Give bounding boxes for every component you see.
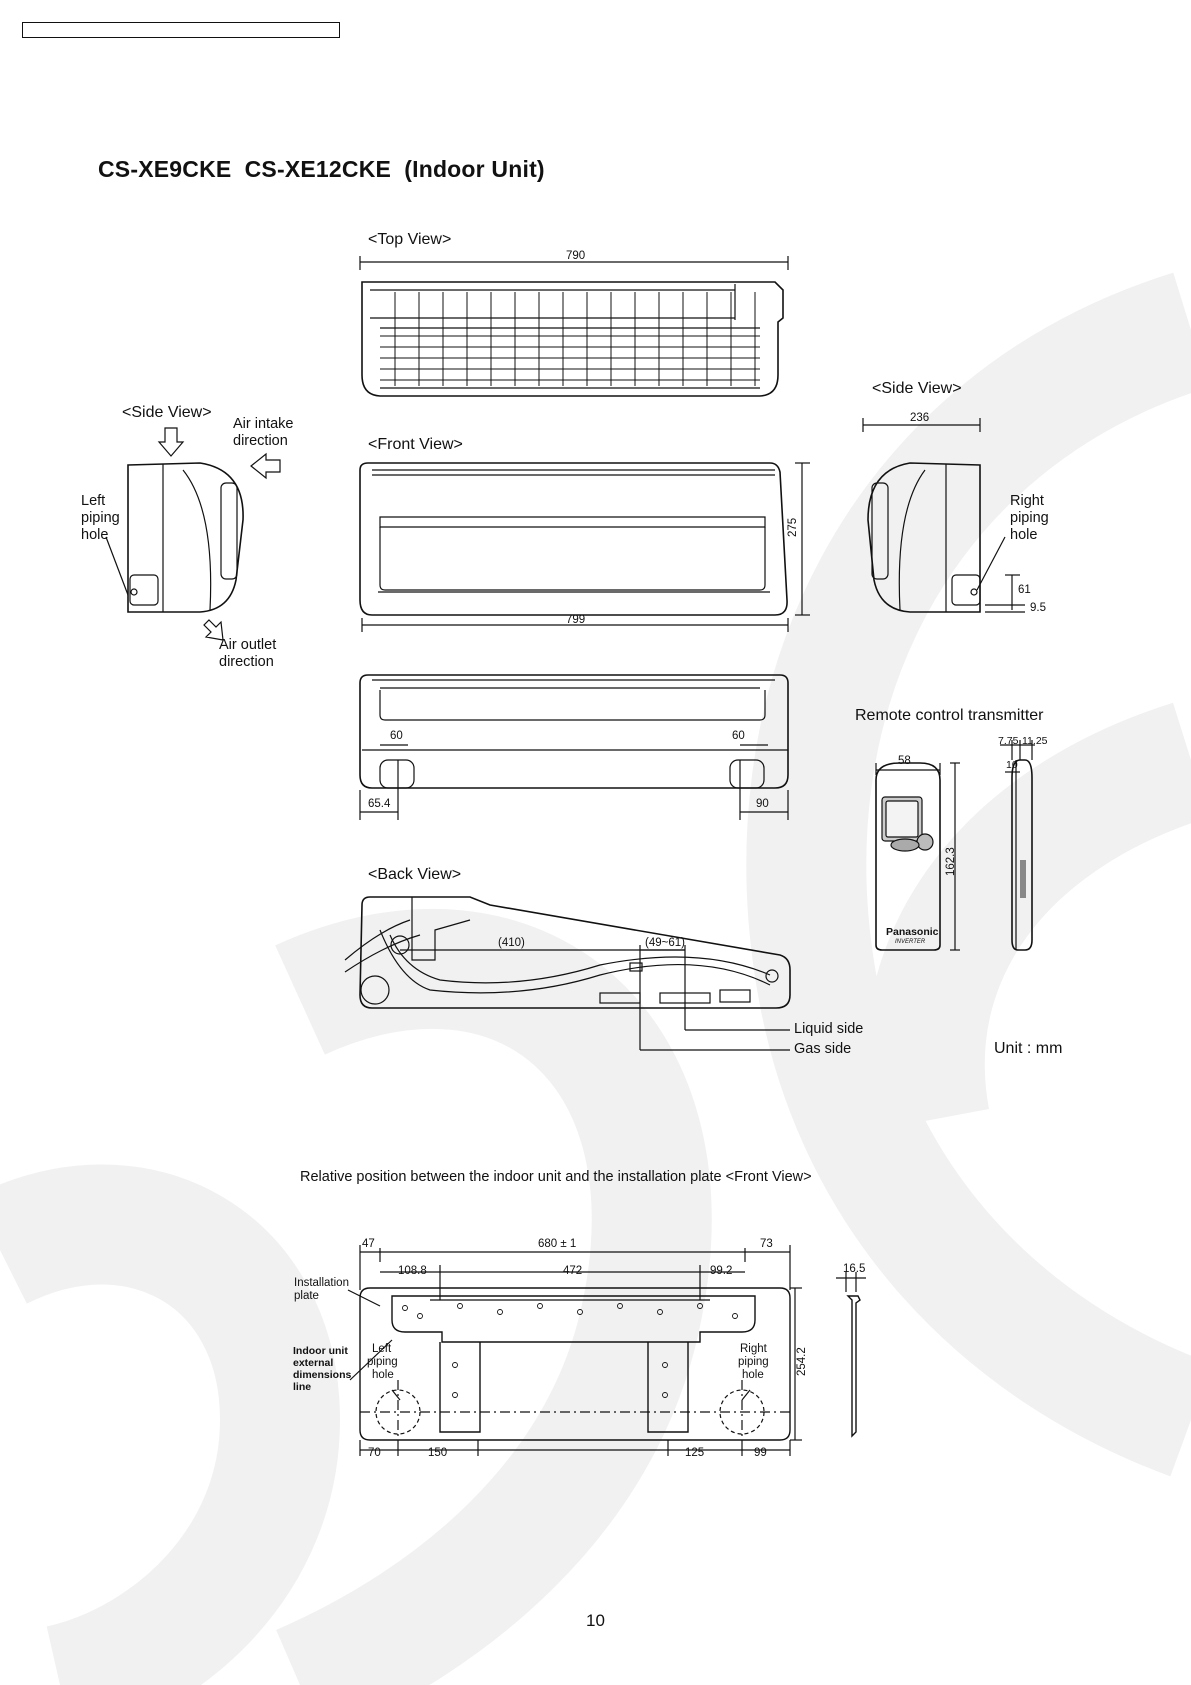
top-view-label: <Top View> bbox=[368, 231, 452, 248]
dim-plate-16-5: 16.5 bbox=[843, 1263, 866, 1275]
left-side-view-label: <Side View> bbox=[122, 404, 212, 421]
front-view-drawing bbox=[360, 463, 810, 632]
remote-drawing bbox=[876, 740, 1035, 950]
front-view-label: <Front View> bbox=[368, 436, 463, 453]
dim-height: 275 bbox=[787, 517, 799, 537]
plate-left-piping-line3: hole bbox=[372, 1369, 394, 1381]
installation-plate-line1: Installation bbox=[294, 1277, 349, 1289]
plate-right-piping-line1: Right bbox=[740, 1343, 767, 1355]
plate-left-piping-line2: piping bbox=[367, 1356, 398, 1368]
dim-plate-150: 150 bbox=[428, 1447, 448, 1459]
dim-bottom-60-left: 60 bbox=[390, 730, 403, 742]
dim-rc-7-75: 7.75 bbox=[998, 735, 1019, 747]
dim-bottom-65-4: 65.4 bbox=[368, 798, 391, 810]
air-intake-line1: Air intake bbox=[233, 416, 294, 432]
top-view-grille bbox=[380, 292, 760, 386]
dim-rc-58: 58 bbox=[898, 755, 911, 767]
dim-plate-680: 680 ± 1 bbox=[538, 1238, 577, 1250]
indoor-ext-line2: external bbox=[293, 1357, 334, 1369]
dim-plate-99-2: 99.2 bbox=[710, 1265, 733, 1277]
gas-side-label: Gas side bbox=[794, 1041, 852, 1057]
dim-plate-99: 99 bbox=[754, 1447, 767, 1459]
right-side-view-drawing bbox=[863, 418, 1025, 612]
dim-rc-11-25: 11.25 bbox=[1022, 735, 1048, 747]
dim-back-410: (410) bbox=[498, 937, 525, 949]
dim-back-49-61: (49~61) bbox=[645, 937, 685, 949]
dim-bottom-60-right: 60 bbox=[732, 730, 745, 742]
dim-plate-472: 472 bbox=[563, 1265, 583, 1277]
left-piping-line1: Left bbox=[81, 493, 106, 509]
indoor-ext-line1: Indoor unit bbox=[293, 1345, 348, 1357]
dim-plate-70: 70 bbox=[368, 1447, 381, 1459]
dim-front-width: 799 bbox=[566, 614, 586, 626]
plate-left-piping-line1: Left bbox=[372, 1343, 392, 1355]
dim-plate-47: 47 bbox=[362, 1238, 375, 1250]
relative-position-title: Relative position between the indoor unit and the installation plate <Front View> bbox=[300, 1169, 812, 1185]
plate-right-piping-line3: hole bbox=[742, 1369, 764, 1381]
right-side-view-label: <Side View> bbox=[872, 380, 962, 397]
top-view-drawing bbox=[360, 256, 788, 396]
dim-side-61: 61 bbox=[1018, 584, 1031, 596]
remote-sub: INVERTER bbox=[895, 939, 926, 945]
plate-right-piping-line2: piping bbox=[738, 1356, 769, 1368]
right-piping-line1: Right bbox=[1010, 493, 1044, 509]
left-piping-line2: piping bbox=[81, 510, 120, 526]
back-view-label: <Back View> bbox=[368, 866, 462, 883]
unit-label: Unit : mm bbox=[994, 1040, 1063, 1057]
dim-side-9-5: 9.5 bbox=[1030, 602, 1046, 614]
dim-plate-73: 73 bbox=[760, 1238, 773, 1250]
dim-rc-10: 10 bbox=[1006, 759, 1018, 771]
remote-brand: Panasonic bbox=[886, 926, 939, 938]
air-outlet-line1: Air outlet bbox=[219, 637, 277, 653]
indoor-ext-line3: dimensions bbox=[293, 1369, 352, 1381]
dim-top-width: 790 bbox=[566, 250, 586, 262]
plate-holes bbox=[403, 1304, 738, 1398]
remote-title: Remote control transmitter bbox=[855, 707, 1044, 724]
bottom-view-drawing bbox=[360, 675, 788, 820]
page-title: CS-XE9CKE CS-XE12CKE (Indoor Unit) bbox=[98, 156, 545, 182]
air-intake-line2: direction bbox=[233, 433, 288, 449]
dim-rc-162-3: 162.3 bbox=[945, 847, 957, 876]
dim-side-depth: 236 bbox=[910, 412, 930, 424]
installation-plate-line2: plate bbox=[294, 1290, 319, 1302]
right-piping-line3: hole bbox=[1010, 527, 1038, 543]
left-side-view-drawing bbox=[106, 428, 280, 640]
dim-plate-108-8: 108.8 bbox=[398, 1265, 427, 1277]
dim-plate-254-2: 254.2 bbox=[796, 1347, 808, 1376]
indoor-ext-line4: line bbox=[293, 1381, 312, 1393]
page-number: 10 bbox=[586, 1611, 605, 1630]
dim-plate-125: 125 bbox=[685, 1447, 705, 1459]
liquid-side-label: Liquid side bbox=[794, 1021, 864, 1037]
air-outlet-line2: direction bbox=[219, 654, 274, 670]
right-piping-line2: piping bbox=[1010, 510, 1049, 526]
dim-bottom-90: 90 bbox=[756, 798, 769, 810]
back-view-drawing bbox=[345, 897, 790, 1050]
left-piping-line3: hole bbox=[81, 527, 109, 543]
